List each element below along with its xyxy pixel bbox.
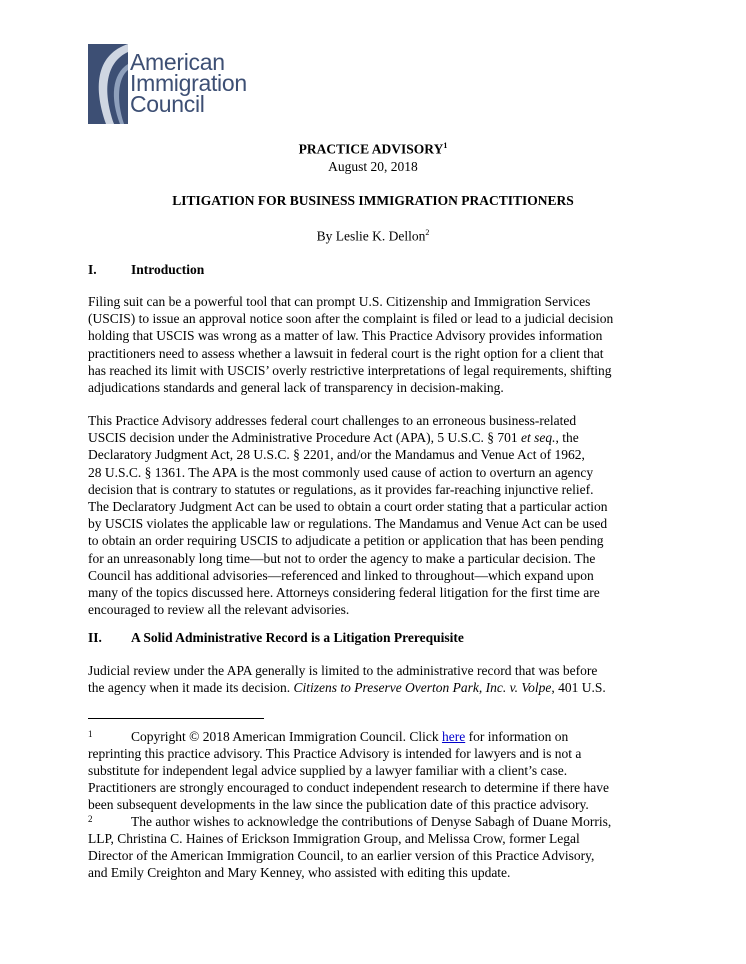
byline	[0, 228, 746, 245]
text-line: holding that USCIS was wrong as a matter of law. This Practice Advisory provides information	[88, 328, 603, 344]
footnote-line	[88, 726, 668, 745]
text-segment: , 401 U.S.	[551, 680, 606, 696]
paragraph-intro-2	[88, 412, 658, 618]
document-subtitle: LITIGATION FOR BUSINESS IMMIGRATION PRACTITIONERS	[172, 193, 574, 208]
text-line: The Declaratory Judgment Act can be used to obtain a court order stating that a particular action	[88, 499, 608, 515]
text-line: adjudications standards and general lack of transparency in decision-making.	[88, 380, 504, 396]
footnote-2	[88, 811, 668, 881]
section-title: Introduction	[131, 262, 205, 277]
text-line: has reached its limit with USCIS’ overly restrictive interpretations of legal requirements, shifting	[88, 362, 612, 378]
logo-line-2: Immigration	[130, 70, 247, 96]
italic-text: et seq.	[520, 430, 556, 446]
section-heading-2	[88, 630, 464, 646]
text-line: decision that is contrary to statutes or regulations, as it provides far-reaching injunctive relief.	[88, 481, 594, 497]
text-line: to obtain an order requiring USCIS to adjudicate a petition or application that has been pending	[88, 533, 604, 549]
text-line: practitioners need to assess whether a lawsuit in federal court is the right option for a client that	[88, 345, 604, 361]
text-segment: Copyright © 2018 American Immigration Council. Click	[131, 729, 442, 744]
footnote-line: been subsequent developments in the law since the publication date of this practice advisory.	[88, 797, 589, 812]
logo-line-3: Council	[130, 91, 205, 117]
footnote-line: and Emily Creighton and Mary Kenney, who assisted with editing this update.	[88, 865, 511, 880]
logo-wordmark	[130, 49, 247, 117]
text-line: Judicial review under the APA generally is limited to the administrative record that was before	[88, 663, 598, 678]
section-heading-1	[88, 262, 204, 278]
footnote-line: Practitioners are strongly encouraged to conduct independent research to determine if there have	[88, 780, 610, 795]
footnote-line: reprinting this practice advisory. This Practice Advisory is intended for lawyers and is not a	[88, 746, 582, 761]
footnote-1	[88, 726, 668, 813]
paragraph-intro-1	[88, 293, 658, 396]
text-segment: USCIS decision under the Administrative Procedure Act (APA), 5 U.S.C. § 701	[88, 430, 521, 446]
byline-text: By Leslie K. Dellon	[316, 228, 426, 244]
text-line: (USCIS) to issue an approval notice soon after the complaint is filed or lead to a judicial decision	[88, 311, 614, 327]
text-line: by USCIS violates the applicable law or regulations. The Mandamus and Venue Act can be used	[88, 516, 608, 532]
footnote-divider	[88, 718, 264, 719]
footnote-mark: 2	[88, 814, 93, 824]
text-line: encouraged to review all the relevant advisories.	[88, 602, 350, 618]
text-segment: for information on	[465, 729, 569, 744]
here-link[interactable]: here	[441, 729, 466, 744]
footnote-line	[88, 811, 668, 830]
text-line: Council has additional advisories—referenced and linked to throughout—which expand upon	[88, 567, 594, 583]
document-date: August 20, 2018	[328, 159, 418, 174]
text-line: 28 U.S.C. § 1361. The APA is the most commonly used cause of action to overturn an agency	[88, 464, 594, 480]
document-title	[0, 141, 746, 158]
footnote-line: substitute for independent legal advice supplied by a lawyer familiar with a client’s case.	[88, 763, 568, 778]
section-number: I.	[88, 262, 97, 277]
case-citation: Citizens to Preserve Overton Park, Inc. v. Volpe	[293, 680, 552, 696]
text-line: This Practice Advisory addresses federal court challenges to an erroneous business-related	[88, 413, 577, 428]
text-line: for an unreasonably long time—but not to order the agency to make a particular decision. The	[88, 550, 596, 566]
footnote-line: Director of the American Immigration Council, to an earlier version of this Practice Advisory,	[88, 848, 595, 863]
footnote-line: LLP, Christina C. Haines of Erickson Immigration Group, and Melissa Crow, former Legal	[88, 831, 580, 846]
logo-line-1: American	[130, 49, 225, 75]
footnote-ref-2[interactable]: 2	[425, 228, 430, 237]
text-segment: the agency when it made its decision.	[88, 680, 294, 696]
paragraph-record	[88, 662, 658, 696]
text-line: Declaratory Judgment Act, 28 U.S.C. § 2201, and/or the Mandamus and Venue Act of 1962,	[88, 447, 585, 463]
title-text: PRACTICE ADVISORY	[298, 141, 444, 157]
section-number: II.	[88, 630, 102, 645]
organization-logo	[88, 42, 258, 128]
text-line	[88, 429, 658, 446]
text-line	[88, 679, 658, 696]
text-line: many of the topics discussed here. Attorneys considering federal litigation for the first time are	[88, 585, 600, 601]
text-line: Filing suit can be a powerful tool that can prompt U.S. Citizenship and Immigration Services	[88, 294, 591, 309]
text-segment: , the	[555, 430, 579, 446]
text-segment: The author wishes to acknowledge the contributions of Denyse Sabagh of Duane Morris,	[131, 814, 612, 829]
footnote-mark: 1	[88, 729, 93, 739]
logo-emblem-icon	[88, 42, 132, 128]
footnote-ref-1[interactable]: 1	[443, 141, 448, 150]
section-title: A Solid Administrative Record is a Litigation Prerequisite	[131, 630, 464, 645]
